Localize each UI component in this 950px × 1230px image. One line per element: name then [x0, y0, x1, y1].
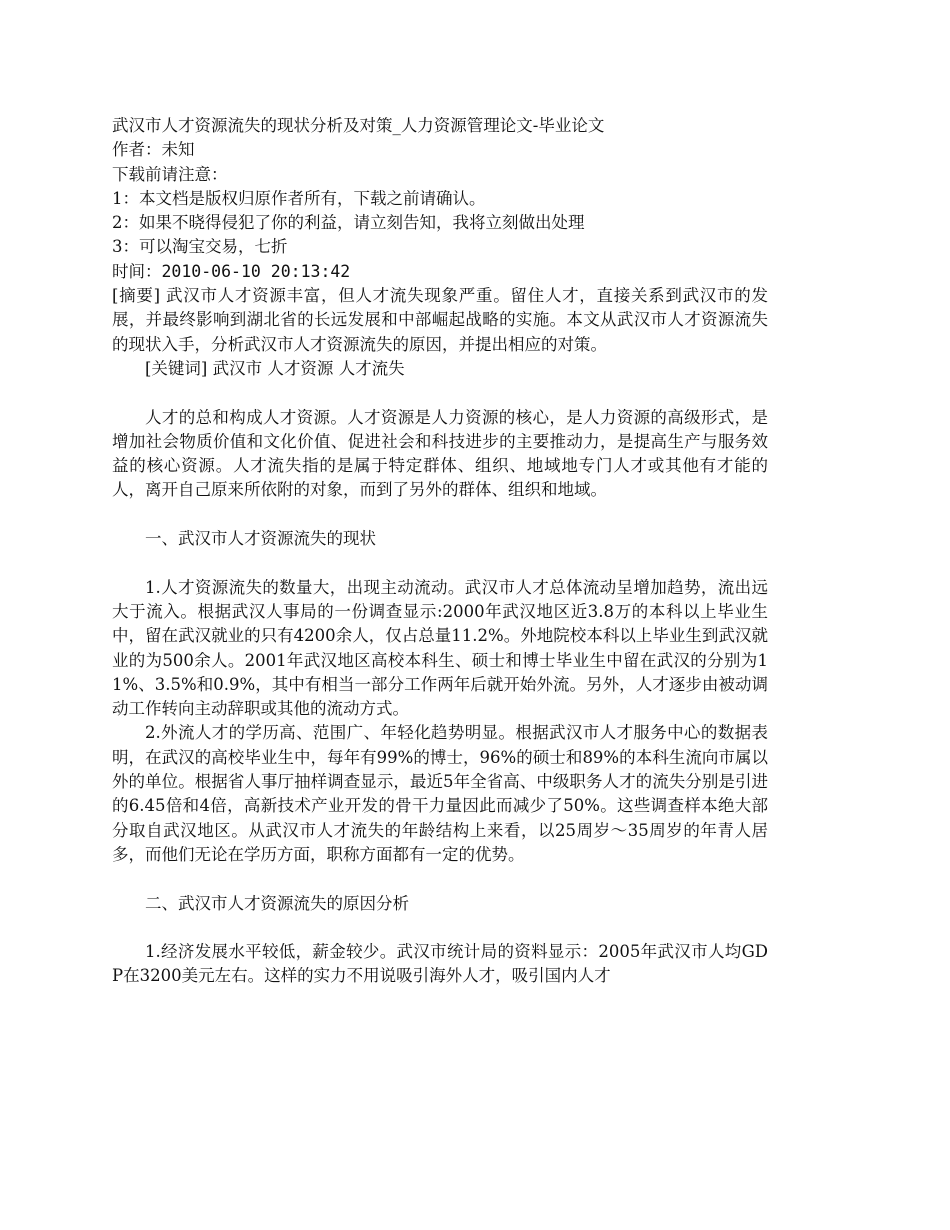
- section1-paragraph-1: 1.人才资源流失的数量大，出现主动流动。武汉市人才总体流动呈增加趋势，流出远大于流入。根据武汉人事局的一份调查显示:2000年武汉地区近3.8万的本科以上毕业生中，留在武汉就业的只有4200余人，仅占总量11.2%。外地院校本科以上毕业生到武汉就业的为500余人。2001年武汉地区高校本科生、硕士和博士毕业生中留在武汉的分别为11%、3.5%和0.9%，其中有相当一部分工作两年后就开始外流。另外，人才逐步由被动调动工作转向主动辞职或其他的流动方式。: [112, 577, 768, 719]
- notice-item-1: 1：本文档是版权归原作者所有，下载之前请确认。: [112, 188, 486, 208]
- abstract-paragraph: [摘要] 武汉市人才资源丰富，但人才流失现象严重。留住人才，直接关系到武汉市的发展，并最终影响到湖北省的长远发展和中部崛起战略的实施。本文从武汉市人才资源流失的现状入手，分析武汉市人才资源流失的原因，并提出相应的对策。: [112, 286, 768, 354]
- spacer: [112, 503, 768, 527]
- section-heading-2: 二、武汉市人才资源流失的原因分析: [145, 893, 409, 913]
- intro-paragraph: 人才的总和构成人才资源。人才资源是人力资源的核心，是人力资源的高级形式，是增加社会物质价值和文化价值、促进社会和科技进步的主要推动力，是提高生产与服务效益的核心资源。人才流失指的是属于特定群体、组织、地域地专门人才或其他有才能的人，离开自己原来所依附的对象，而到了另外的群体、组织和地域。: [112, 407, 768, 500]
- notice-item-2: 2：如果不晓得侵犯了你的利益，请立刻告知，我将立刻做出处理: [112, 213, 585, 233]
- document-body: [112, 114, 768, 989]
- spacer: [112, 916, 768, 940]
- notice-item-3: 3：可以淘宝交易，七折: [112, 237, 288, 257]
- keywords-line: [关键词] 武汉市 人才资源 人才流失: [145, 358, 405, 378]
- spacer: [112, 381, 768, 405]
- document-title: 武汉市人才资源流失的现状分析及对策_人力资源管理论文-毕业论文: [112, 116, 605, 135]
- notice-header: 下载前请注意：: [112, 164, 228, 184]
- section1-paragraph-2: 2.外流人才的学历高、范围广、年轻化趋势明显。根据武汉市人才服务中心的数据表明，在武汉的高校毕业生中，每年有99%的博士，96%的硕士和89%的本科生流向市属以外的单位。根据省人事厅抽样调查显示，最近5年全省高、中级职务人才的流失分别是引进的6.45倍和4倍，高新技术产业开发的骨干力量因此而减少了50%。这些调查样本绝大部分取自武汉地区。从武汉市人才流失的年龄结构上来看，以25周岁～35周岁的年青人居多，而他们无论在学历方面，职称方面都有一定的优势。: [112, 723, 768, 864]
- spacer: [112, 551, 768, 575]
- section2-paragraph-1: 1.经济发展水平较低，薪金较少。武汉市统计局的资料显示：2005年武汉市人均GDP在3200美元左右。这样的实力不用说吸引海外人才，吸引国内人才: [112, 942, 768, 986]
- section-heading-1: 一、武汉市人才资源流失的现状: [145, 529, 376, 549]
- time-line: 时间：2010-06-10 20:13:42: [112, 261, 351, 281]
- spacer: [112, 867, 768, 891]
- author-line: 作者：未知: [112, 140, 195, 160]
